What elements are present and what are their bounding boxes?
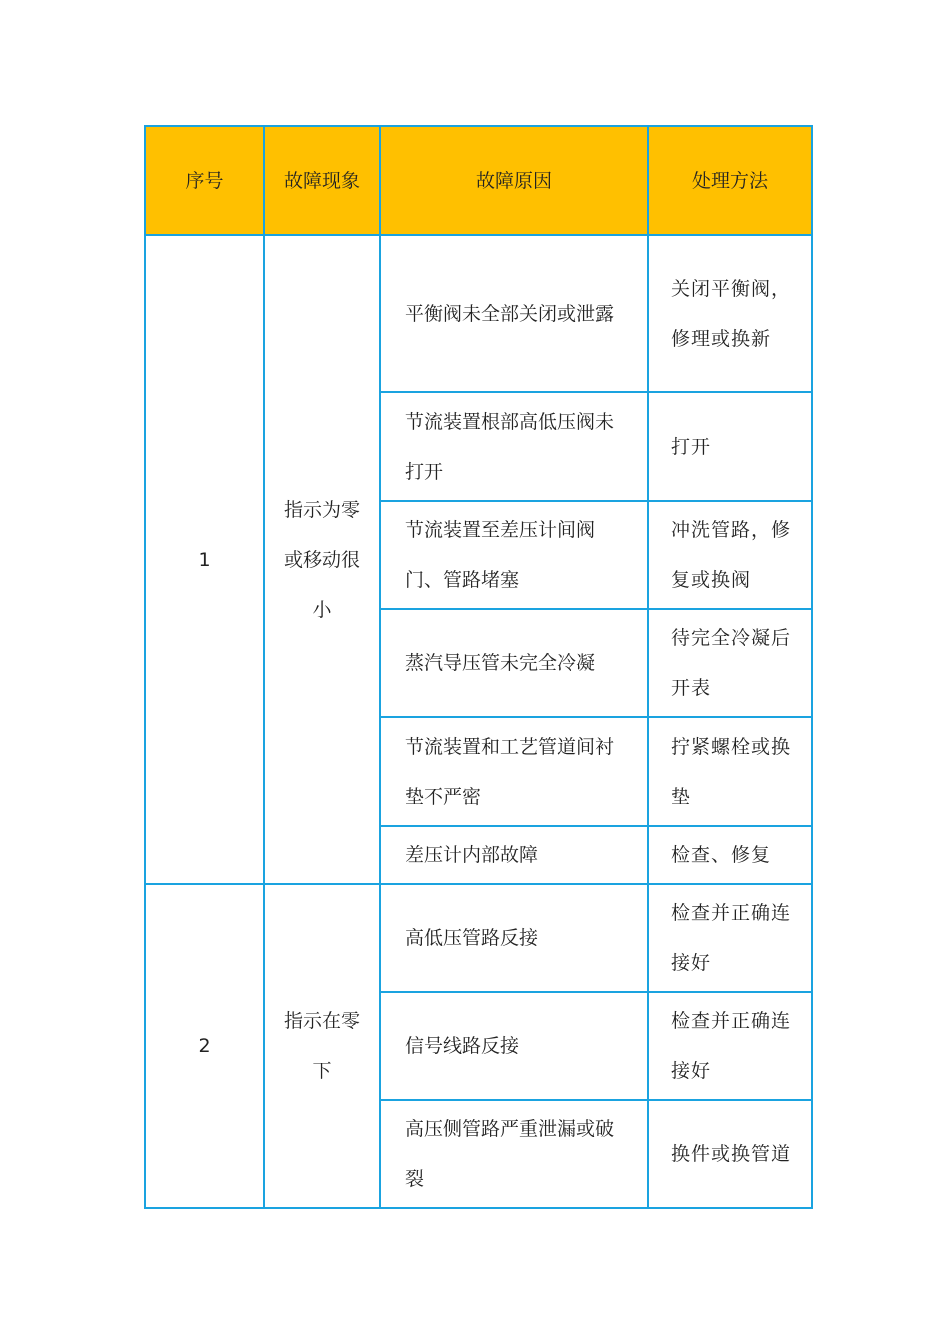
- fault-symptom: 指示在零下: [264, 884, 380, 1208]
- fault-table: [144, 125, 813, 1209]
- fault-cause: 节流装置根部高低压阀未打开: [380, 392, 648, 501]
- fault-fix: 关闭平衡阀，修理或换新: [648, 235, 812, 392]
- header-symptom: 故障现象: [264, 126, 380, 235]
- fault-cause: 高压侧管路严重泄漏或破裂: [380, 1100, 648, 1208]
- fault-cause: 节流装置和工艺管道间衬垫不严密: [380, 717, 648, 826]
- fault-fix: 换件或换管道: [648, 1100, 812, 1208]
- row-number: 1: [145, 235, 264, 884]
- fault-fix: 检查并正确连接好: [648, 884, 812, 992]
- fault-cause: 差压计内部故障: [380, 826, 648, 884]
- header-fix: 处理方法: [648, 126, 812, 235]
- table-row: [145, 235, 812, 392]
- fault-cause: 蒸汽导压管未完全冷凝: [380, 609, 648, 717]
- header-cause: 故障原因: [380, 126, 648, 235]
- fault-cause: 节流装置至差压计间阀门、管路堵塞: [380, 501, 648, 609]
- fault-fix: 待完全冷凝后开表: [648, 609, 812, 717]
- header-no: 序号: [145, 126, 264, 235]
- row-number: 2: [145, 884, 264, 1208]
- fault-fix: 冲洗管路，修复或换阀: [648, 501, 812, 609]
- fault-fix: 检查、修复: [648, 826, 812, 884]
- fault-fix: 检查并正确连接好: [648, 992, 812, 1100]
- fault-cause: 平衡阀未全部关闭或泄露: [380, 235, 648, 392]
- table-row: [145, 884, 812, 992]
- fault-cause: 信号线路反接: [380, 992, 648, 1100]
- fault-fix: 打开: [648, 392, 812, 501]
- fault-fix: 拧紧螺栓或换垫: [648, 717, 812, 826]
- fault-symptom: 指示为零或移动很小: [264, 235, 380, 884]
- fault-cause: 高低压管路反接: [380, 884, 648, 992]
- header-row: [145, 126, 812, 235]
